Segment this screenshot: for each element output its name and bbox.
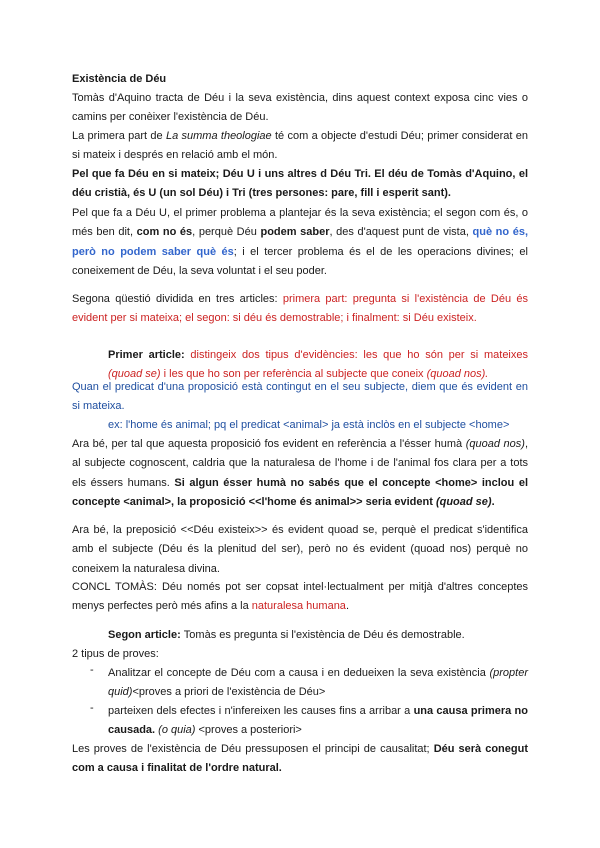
list-item-text: parteixen dels efectes i n'infereixen les causes fins a arribar a una causa primera no causada. (o quia) <proves a posteriori> bbox=[108, 705, 528, 737]
intro-paragraph: Tomàs d'Aquino tracta de Déu i la seva existència, dins aquest context exposa cinc vies o camins per conèixer l'existència de Déu. bbox=[72, 92, 528, 124]
quoad-nos-paragraph: Ara bé, per tal que aquesta proposició fos evident en referència a l'ésser humà (quoad nos), al subjecte cognoscent, caldria que la naturalesa de l'home i de l'animal fos clara per a tots els éssers humans. Si algun ésser humà no sabés que el concepte <home> inclou el concepte <animal>, la proposició <<l'home és animal>> seria evident (quoad se). bbox=[72, 438, 529, 508]
primer-article-paragraph: Primer article: distingeix dos tipus d'evidències: les que ho són per si mateixes (quoad se) i les que ho son per referència al subjecte que coneix (quoad nos). bbox=[108, 349, 528, 381]
segon-article-paragraph: Segon article: Tomàs es pregunta si l'existència de Déu és demostrable. bbox=[108, 629, 465, 641]
list-item bbox=[90, 702, 528, 741]
list-item bbox=[90, 664, 528, 703]
example-line: ex: l'home és animal; pq el predicat <animal> ja està inclòs en el subjecte <home> bbox=[108, 419, 510, 431]
tipus-proves-line: 2 tipus de proves: bbox=[72, 648, 159, 660]
segona-questio-paragraph: Segona qüestió dividida en tres articles: primera part: pregunta si l'existència de Déu és evident per si mateixa; el segon: si déu és demostrable; i finalment: si Déu existeix. bbox=[72, 293, 528, 325]
deu-u-paragraph: Pel que fa a Déu U, el primer problema a plantejar és la seva existència; el segon com és, o més ben dit, com no és, perquè Déu podem saber, des d'aquest punt de vista, què no és, però no podem saber què és; i el tercer problema és el de les operacions divines; el coneixement de Déu, la seva voluntat i el seu poder. bbox=[72, 207, 529, 277]
deu-u-tri-paragraph: Pel que fa Déu en si mateix; Déu U i uns altres d Déu Tri. El déu de Tomàs d'Aquino, el déu cristià, és U (un sol Déu) i Tri (tres persones: pare, fill i esperit sant). bbox=[72, 168, 528, 200]
list-dash: - bbox=[90, 664, 94, 676]
predicat-paragraph: Quan el predicat d'una proposició està contingut en el seu subjecte, diem que és evident en si mateixa. bbox=[72, 381, 528, 413]
conclusio-paragraph: CONCL TOMÀS: Déu només pot ser copsat intel·lectualment per mitjà d'altres conceptes menys perfectes però més afins a la naturalesa humana. bbox=[72, 581, 528, 613]
summa-paragraph: La primera part de La summa theologiae té com a objecte d'estudi Déu; primer considerat en si mateix i després en relació amb el món. bbox=[72, 130, 528, 162]
list-dash: - bbox=[90, 702, 94, 714]
deu-existeix-paragraph: Ara bé, la preposició <<Déu existeix>> és evident quoad se, perquè el predicat s'identifica amb el subjecte (Déu és la plenitud del ser), però no és evident (quoad nos) perquè no coneixem la naturalesa divina. bbox=[72, 524, 528, 575]
list-item-text: Analitzar el concepte de Déu com a causa i en dedueixen la seva existència (propter quid)<proves a priori de l'existència de Déu> bbox=[108, 667, 528, 699]
causalitat-paragraph: Les proves de l'existència de Déu pressuposen el principi de causalitat; Déu serà conegut com a causa i finalitat de l'ordre natural. bbox=[72, 743, 528, 775]
doc-title: Existència de Déu bbox=[72, 73, 167, 85]
